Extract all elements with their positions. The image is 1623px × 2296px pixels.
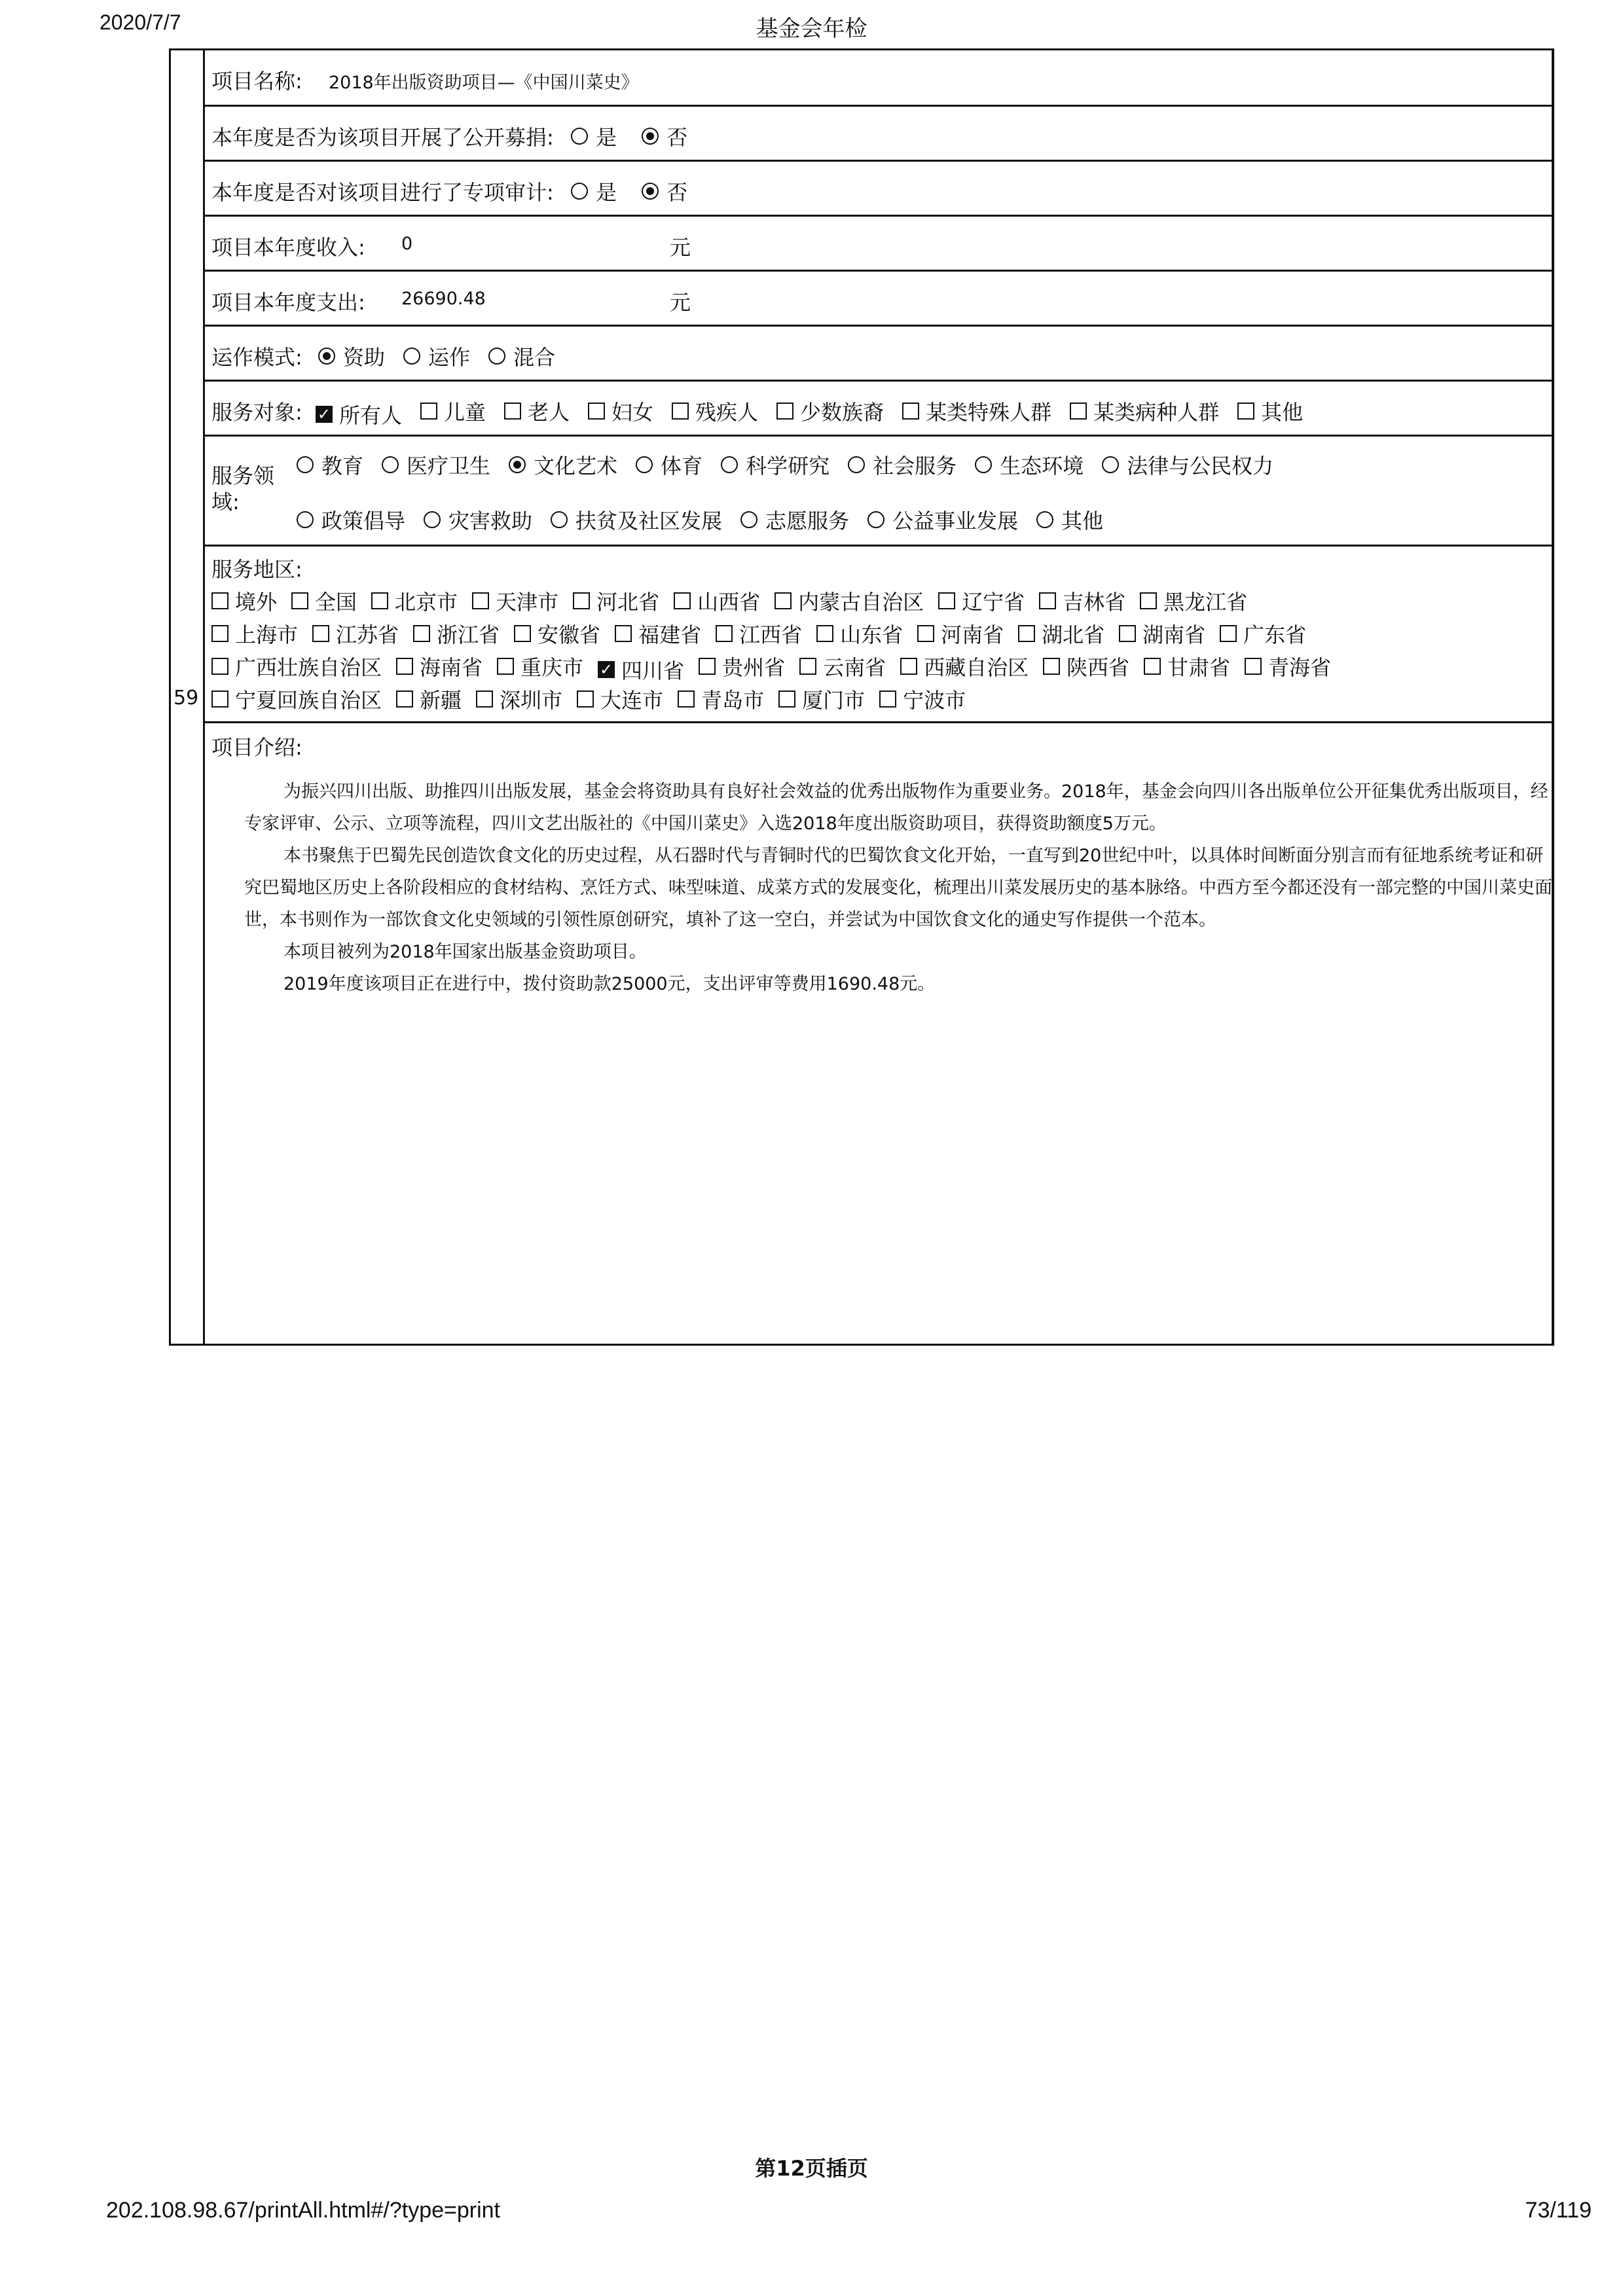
- option-label: 天津市: [496, 590, 559, 615]
- region-line: [211, 651, 1345, 685]
- option-label: 西藏自治区: [924, 655, 1029, 680]
- income-row: [205, 217, 1552, 272]
- option-label: 广西壮族自治区: [235, 655, 382, 680]
- service-fields-label-line1: 服务领: [211, 463, 275, 488]
- checkbox-icon: [476, 691, 493, 708]
- option-label: 扶贫及社区发展: [575, 509, 723, 533]
- option-label: 资助: [342, 345, 385, 370]
- region-option[interactable]: [1245, 651, 1331, 681]
- checkbox-icon: [577, 691, 594, 708]
- field-option[interactable]: [867, 505, 1018, 535]
- checkbox-icon: [413, 625, 430, 642]
- region-option[interactable]: [476, 684, 562, 714]
- field-option[interactable]: [975, 450, 1084, 480]
- checkbox-icon: [900, 658, 917, 675]
- mode-option[interactable]: [318, 341, 385, 371]
- region-option[interactable]: [577, 684, 663, 714]
- field-option[interactable]: [382, 450, 490, 480]
- region-option[interactable]: [1039, 586, 1125, 616]
- checkbox-icon: [420, 403, 437, 420]
- radio-icon: [424, 511, 441, 528]
- radio-selected-icon: [642, 183, 659, 200]
- intro-paragraph: 为振兴四川出版、助推四川出版发展，基金会将资助具有良好社会效益的优秀出版物作为重要业务。2018年，基金会向四川各出版单位公开征集优秀出版项目，经专家评审、公示、立项等流程，四川文艺出版社的《中国川菜史》入选2018年度出版资助项目，获得资助额度5万元。: [244, 781, 1548, 834]
- target-option[interactable]: [504, 396, 570, 426]
- checkbox-icon: [396, 691, 413, 708]
- field-option[interactable]: [1102, 450, 1273, 480]
- expense-label: 项目本年度支出:: [211, 290, 365, 315]
- target-option[interactable]: [1237, 396, 1303, 426]
- operation-mode-row: [205, 327, 1552, 382]
- region-option[interactable]: [816, 619, 903, 649]
- field-option[interactable]: [721, 450, 830, 480]
- page-url: 202.108.98.67/printAll.html#/?type=print: [106, 2198, 501, 2223]
- option-label: 是: [595, 180, 617, 205]
- region-line: [211, 586, 1262, 616]
- region-option[interactable]: [1119, 619, 1205, 649]
- option-label: 全国: [315, 590, 357, 615]
- fundraising-label: 本年度是否为该项目开展了公开募捐:: [211, 125, 554, 150]
- option-label: 公益事业发展: [892, 509, 1019, 533]
- option-label: 江苏省: [336, 622, 399, 647]
- radio-icon: [721, 456, 738, 473]
- option-label: 吉林省: [1063, 590, 1126, 615]
- radio-icon: [740, 511, 757, 528]
- audit-row: [205, 162, 1552, 217]
- option-label: 某类病种人群: [1093, 400, 1220, 425]
- fundraising-row: [205, 107, 1552, 162]
- option-label: 山东省: [840, 622, 903, 647]
- option-label: 运作: [428, 345, 470, 370]
- intro-paragraph: 本书聚焦于巴蜀先民创造饮食文化的历史过程，从石器时代与青铜时代的巴蜀饮食文化开始，一直写到20世纪中叶，以具体时间断面分别言而有征地系统考证和研究巴蜀地区历史上各阶段相应的食材结构、烹饪方式、味型味道、成菜方式的发展变化，梳理出川菜发展历史的基本脉络。中西方至今都还没有一部完整的中国川菜史面世，本书则作为一部饮食文化史领域的引领性原创研究，填补了这一空白，并尝试为中国饮食文化的通史写作提供一个范本。: [244, 846, 1552, 930]
- radio-icon: [636, 456, 653, 473]
- option-label: 内蒙古自治区: [798, 590, 924, 615]
- option-label: 江西省: [739, 622, 803, 647]
- option-label: 志愿服务: [765, 509, 850, 533]
- checkbox-icon: [504, 403, 521, 420]
- option-label: 河南省: [941, 622, 1004, 647]
- option-label: 否: [666, 180, 688, 205]
- service-regions-label: 服务地区:: [211, 557, 302, 582]
- row-number: 59: [173, 687, 199, 709]
- radio-icon: [848, 456, 865, 473]
- radio-icon: [488, 348, 505, 365]
- option-label: 混合: [513, 345, 556, 370]
- region-option[interactable]: [1018, 619, 1104, 649]
- checkbox-icon: [776, 403, 793, 420]
- region-line: [211, 619, 1321, 649]
- radio-icon: [1102, 456, 1119, 473]
- region-option[interactable]: [472, 586, 558, 616]
- option-label: 湖北省: [1042, 622, 1105, 647]
- target-option[interactable]: [776, 396, 884, 426]
- expense-unit: 元: [670, 290, 691, 315]
- checkbox-icon: [211, 592, 228, 609]
- service-fields-label-line2: 域:: [211, 490, 240, 514]
- fundraising-yes-option[interactable]: [571, 121, 617, 151]
- option-label: 辽宁省: [962, 590, 1025, 615]
- checkbox-icon: [312, 625, 329, 642]
- option-label: 医疗卫生: [407, 454, 491, 478]
- field-option[interactable]: [551, 505, 722, 535]
- checkbox-icon: [514, 625, 531, 642]
- checkbox-icon: [1043, 658, 1060, 675]
- checkbox-icon: [678, 691, 695, 708]
- option-label: 法律与公民权力: [1127, 454, 1274, 478]
- radio-selected-icon: [509, 456, 526, 473]
- checkbox-icon: [699, 658, 716, 675]
- target-option[interactable]: [420, 396, 486, 426]
- region-option[interactable]: [615, 619, 701, 649]
- checkbox-icon: [573, 592, 590, 609]
- region-option[interactable]: [1043, 651, 1129, 681]
- region-option[interactable]: [716, 619, 802, 649]
- field-option[interactable]: [740, 505, 849, 535]
- region-option[interactable]: [1140, 586, 1247, 616]
- print-date: 2020/7/7: [100, 10, 181, 34]
- checkbox-icon: [1245, 658, 1262, 675]
- region-option[interactable]: [674, 586, 760, 616]
- option-label: 文化艺术: [534, 454, 618, 478]
- checkbox-icon: [1237, 403, 1254, 420]
- option-label: 北京市: [395, 590, 458, 615]
- target-option[interactable]: [316, 399, 402, 429]
- field-option[interactable]: [848, 450, 957, 480]
- region-option[interactable]: [396, 684, 462, 714]
- region-option[interactable]: [1220, 619, 1306, 649]
- checkbox-icon: [938, 592, 955, 609]
- insert-page-label: 第12页插页: [755, 2156, 868, 2181]
- region-option[interactable]: [938, 586, 1025, 616]
- service-targets-label: 服务对象:: [211, 400, 302, 425]
- option-label: 浙江省: [437, 622, 500, 647]
- operation-mode-label: 运作模式:: [211, 345, 302, 370]
- project-name-value: 2018年出版资助项目—《中国川菜史》: [328, 73, 639, 93]
- field-option[interactable]: [297, 505, 405, 535]
- region-option[interactable]: [497, 651, 583, 681]
- target-option[interactable]: [902, 396, 1051, 426]
- checkbox-icon: [211, 658, 228, 675]
- project-name-label: 项目名称:: [211, 69, 302, 94]
- option-label: 黑龙江省: [1163, 590, 1248, 615]
- option-label: 少数族裔: [800, 400, 884, 425]
- checkbox-icon: [615, 625, 632, 642]
- option-label: 其他: [1061, 509, 1104, 533]
- checkbox-icon: [497, 658, 514, 675]
- option-label: 科学研究: [746, 454, 830, 478]
- option-label: 河北省: [596, 590, 660, 615]
- checkbox-icon: [588, 403, 605, 420]
- radio-selected-icon: [318, 348, 335, 365]
- region-option[interactable]: [312, 619, 399, 649]
- expense-value: 26690.48: [401, 289, 486, 309]
- project-table: [169, 48, 1554, 1346]
- checkbox-icon: [775, 592, 792, 609]
- income-value: 0: [401, 234, 413, 254]
- region-option[interactable]: [291, 586, 357, 616]
- region-option[interactable]: [211, 651, 382, 681]
- checkbox-icon: [672, 403, 689, 420]
- radio-icon: [1036, 511, 1053, 528]
- option-label: 山西省: [697, 590, 761, 615]
- region-option[interactable]: [371, 586, 458, 616]
- mode-option[interactable]: [403, 341, 470, 371]
- region-option[interactable]: [900, 651, 1029, 681]
- field-option[interactable]: [1036, 505, 1103, 535]
- option-label: 老人: [528, 400, 570, 425]
- field-option[interactable]: [636, 450, 702, 480]
- radio-icon: [867, 511, 884, 528]
- field-option[interactable]: [509, 450, 617, 480]
- service-targets-row: [205, 382, 1552, 437]
- project-intro-row: [205, 723, 1552, 1345]
- option-label: 海南省: [420, 655, 483, 680]
- region-line: [211, 684, 980, 714]
- checkbox-icon: [1119, 625, 1136, 642]
- target-option[interactable]: [588, 396, 653, 426]
- region-option[interactable]: [211, 619, 298, 649]
- region-option[interactable]: [1144, 651, 1230, 681]
- checkbox-icon: [902, 403, 919, 420]
- checkbox-icon: [1039, 592, 1056, 609]
- row-number-column: [171, 50, 205, 1344]
- checkbox-icon: [371, 592, 388, 609]
- option-label: 新疆: [420, 688, 462, 713]
- region-option[interactable]: [775, 586, 924, 616]
- option-label: 境外: [235, 590, 278, 615]
- radio-icon: [297, 511, 314, 528]
- radio-icon: [571, 183, 588, 200]
- region-option[interactable]: [678, 684, 764, 714]
- option-label: 四川省: [621, 658, 685, 683]
- checkbox-icon: [1140, 592, 1157, 609]
- option-label: 妇女: [611, 400, 654, 425]
- option-label: 生态环境: [1000, 454, 1084, 478]
- region-option[interactable]: [396, 651, 483, 681]
- intro-paragraph: 本项目被列为2018年国家出版基金资助项目。: [283, 942, 647, 962]
- target-option[interactable]: [672, 396, 758, 426]
- fundraising-no-option[interactable]: [642, 121, 687, 151]
- page-counter: 73/119: [1525, 2198, 1592, 2223]
- checkbox-icon: [291, 592, 308, 609]
- option-label: 是: [595, 125, 617, 150]
- audit-no-option[interactable]: [642, 176, 687, 206]
- income-unit: 元: [670, 235, 691, 260]
- option-label: 政策倡导: [321, 509, 406, 533]
- checkbox-icon: [879, 691, 896, 708]
- option-label: 深圳市: [500, 688, 563, 713]
- audit-yes-option[interactable]: [571, 176, 617, 206]
- service-fields-row: [205, 437, 1552, 547]
- option-label: 其他: [1261, 400, 1304, 425]
- expense-row: [205, 272, 1552, 327]
- mode-option[interactable]: [488, 341, 555, 371]
- checkbox-icon: [674, 592, 691, 609]
- checkbox-icon: [472, 592, 489, 609]
- option-label: 福建省: [638, 622, 702, 647]
- option-label: 大连市: [600, 688, 664, 713]
- option-label: 上海市: [235, 622, 299, 647]
- option-label: 陕西省: [1067, 655, 1130, 680]
- checkbox-icon: [1220, 625, 1237, 642]
- option-label: 体育: [661, 454, 703, 478]
- region-option[interactable]: [211, 684, 382, 714]
- project-intro-body: [244, 776, 1554, 1000]
- checkbox-checked-icon: ✓: [598, 661, 615, 678]
- checkbox-icon: [211, 625, 228, 642]
- option-label: 否: [666, 125, 688, 150]
- audit-label: 本年度是否对该项目进行了专项审计:: [211, 180, 554, 205]
- option-label: 云南省: [823, 655, 886, 680]
- option-label: 所有人: [338, 403, 402, 428]
- radio-icon: [297, 456, 314, 473]
- radio-icon: [382, 456, 399, 473]
- region-option[interactable]: [879, 684, 966, 714]
- checkbox-checked-icon: ✓: [316, 406, 333, 423]
- region-option[interactable]: [514, 619, 600, 649]
- region-option[interactable]: [917, 619, 1004, 649]
- option-label: 残疾人: [695, 400, 759, 425]
- option-label: 宁波市: [903, 688, 966, 713]
- checkbox-icon: [1144, 658, 1161, 675]
- checkbox-icon: [211, 691, 228, 708]
- target-option[interactable]: [1070, 396, 1219, 426]
- region-option[interactable]: [778, 684, 865, 714]
- option-label: 安徽省: [538, 622, 601, 647]
- option-label: 青岛市: [701, 688, 765, 713]
- option-label: 广东省: [1243, 622, 1307, 647]
- option-label: 教育: [321, 454, 364, 478]
- checkbox-icon: [799, 658, 816, 675]
- region-option[interactable]: [799, 651, 886, 681]
- option-label: 甘肃省: [1167, 655, 1231, 680]
- option-label: 宁夏回族自治区: [235, 688, 382, 713]
- option-label: 青海省: [1268, 655, 1332, 680]
- checkbox-icon: [716, 625, 733, 642]
- checkbox-icon: [1070, 403, 1087, 420]
- checkbox-icon: [816, 625, 833, 642]
- radio-icon: [551, 511, 568, 528]
- checkbox-icon: [396, 658, 413, 675]
- radio-icon: [571, 128, 588, 145]
- intro-paragraph: 2019年度该项目正在进行中，拨付资助款25000元，支出评审等费用1690.48元。: [283, 974, 936, 994]
- option-label: 湖南省: [1142, 622, 1206, 647]
- field-option[interactable]: [297, 450, 363, 480]
- option-label: 厦门市: [802, 688, 866, 713]
- checkbox-icon: [917, 625, 934, 642]
- option-label: 灾害救助: [448, 509, 533, 533]
- project-intro-label: 项目介绍:: [211, 735, 302, 760]
- radio-icon: [403, 348, 420, 365]
- field-option[interactable]: [424, 505, 532, 535]
- radio-icon: [975, 456, 992, 473]
- option-label: 社会服务: [873, 454, 957, 478]
- region-option[interactable]: [573, 586, 659, 616]
- project-name-row: [205, 50, 1552, 107]
- option-label: 儿童: [443, 400, 486, 425]
- option-label: 贵州省: [722, 655, 786, 680]
- service-regions-row: [205, 547, 1552, 723]
- option-label: 某类特殊人群: [926, 400, 1052, 425]
- region-option[interactable]: [598, 655, 684, 685]
- option-label: 重庆市: [520, 655, 584, 680]
- checkbox-icon: [1018, 625, 1035, 642]
- page-title: 基金会年检: [756, 16, 867, 42]
- region-option[interactable]: [413, 619, 500, 649]
- radio-selected-icon: [642, 128, 659, 145]
- region-option[interactable]: [699, 651, 785, 681]
- region-option[interactable]: [211, 586, 277, 616]
- checkbox-icon: [778, 691, 795, 708]
- income-label: 项目本年度收入:: [211, 235, 365, 260]
